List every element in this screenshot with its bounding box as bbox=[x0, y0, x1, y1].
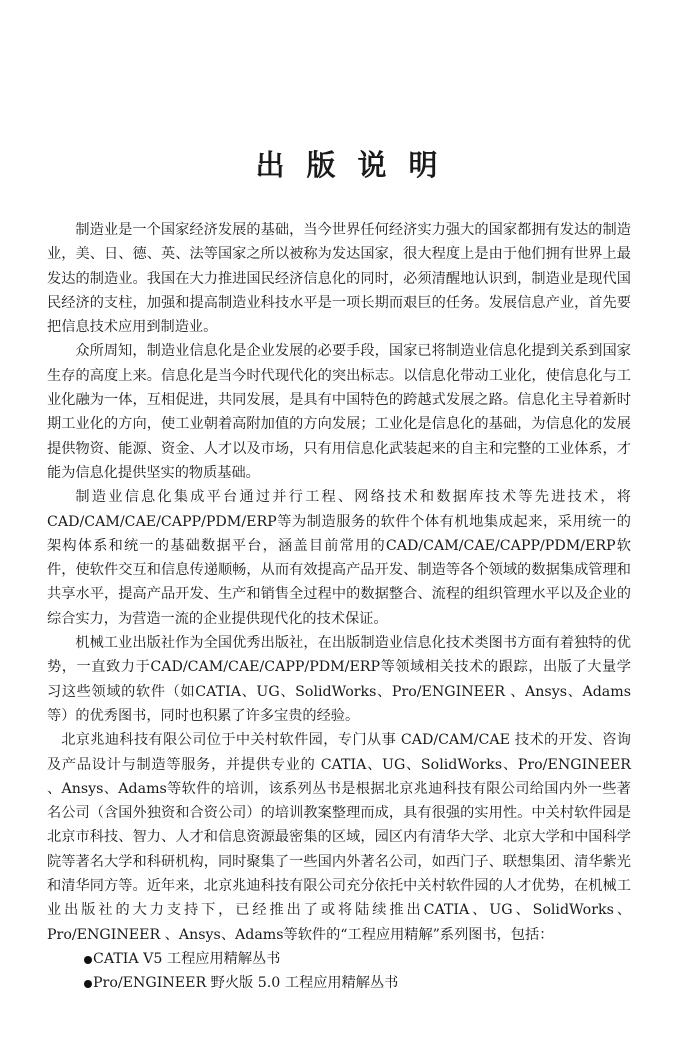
paragraph-5: 北京兆迪科技有限公司位于中关村软件园，专门从事 CAD/CAM/CAE 技术的开发、咨询及产品设计与制造等服务，并提供专业的 CATIA、UG、SolidWorks、Pro/ENGINEER 、Ansys、Adams等软件的培训，该系列丛书是根据北京兆迪科技有限公司给国内外一些著名公司（含国外独资和合资公司）的培训教案整理而成，具有很强的实用性。中关村软件园是北京市科技、智力、人才和信息资源最密集的区域，园区内有清华大学、北京大学和中国科学院等著名大学和科研机构，同时聚集了一些国内外著名公司，如西门子、联想集团、清华紫光和清华同方等。近年来，北京兆迪科技有限公司充分依托中关村软件园的人才优势，在机械工业出版社的大力支持下，已经推出了或将陆续推出CATIA、UG、SolidWorks、Pro/ENGINEER 、Ansys、Adams等软件的“工程应用精解”系列图书，包括： bbox=[47, 732, 631, 943]
body-text bbox=[47, 218, 631, 996]
list-item: CATIA V5 工程应用精解丛书 bbox=[47, 947, 631, 971]
paragraph-3: 制造业信息化集成平台通过并行工程、网络技术和数据库技术等先进技术，将CAD/CAM/CAE/CAPP/PDM/ERP等为制造服务的软件个体有机地集成起来，采用统一的架构体系和统一的基础数据平台，涵盖目前常用的CAD/CAM/CAE/CAPP/PDM/ERP软件，使软件交互和信息传递顺畅，从而有效提高产品开发、制造等各个领域的数据集成管理和共享水平，提高产品开发、生产和销售全过程中的数据整合、流程的组织管理水平以及企业的综合实力，为营造一流的企业提供现代化的技术保证。 bbox=[47, 489, 631, 627]
paragraph-2: 众所周知，制造业信息化是企业发展的必要手段，国家已将制造业信息化提到关系到国家生存的高度上来。信息化是当今时代现代化的突出标志。以信息化带动工业化，使信息化与工业化融为一体，互相促进，共同发展，是具有中国特色的跨越式发展之路。信息化主导着新时期工业化的方向，使工业朝着高附加值的方向发展；工业化是信息化的基础，为信息化的发展提供物资、能源、资金、人才以及市场，只有用信息化武装起来的自主和完整的工业体系，才能为信息化提供坚实的物质基础。 bbox=[47, 343, 631, 481]
list-item: Pro/ENGINEER 野火版 5.0 工程应用精解丛书 bbox=[47, 971, 631, 995]
paragraph-1: 制造业是一个国家经济发展的基础，当今世界任何经济实力强大的国家都拥有发达的制造业，美、日、德、英、法等国家之所以被称为发达国家，很大程度上是由于他们拥有世界上最发达的制造业。我国在大力推进国民经济信息化的同时，必须清醒地认识到，制造业是现代国民经济的支柱，加强和提高制造业科技水平是一项长期而艰巨的任务。发展信息产业，首先要把信息技术应用到制造业。 bbox=[47, 222, 631, 336]
series-list bbox=[47, 947, 631, 996]
page-title: 出版说明 bbox=[255, 148, 460, 182]
paragraph-4: 机械工业出版社作为全国优秀出版社，在出版制造业信息化技术类图书方面有着独特的优势，一直致力于CAD/CAM/CAE/CAPP/PDM/ERP等领域相关技术的跟踪，出版了大量学习这些领域的软件（如CATIA、UG、SolidWorks、Pro/ENGINEER 、Ansys、Adams等）的优秀图书，同时也积累了许多宝贵的经验。 bbox=[47, 635, 631, 724]
